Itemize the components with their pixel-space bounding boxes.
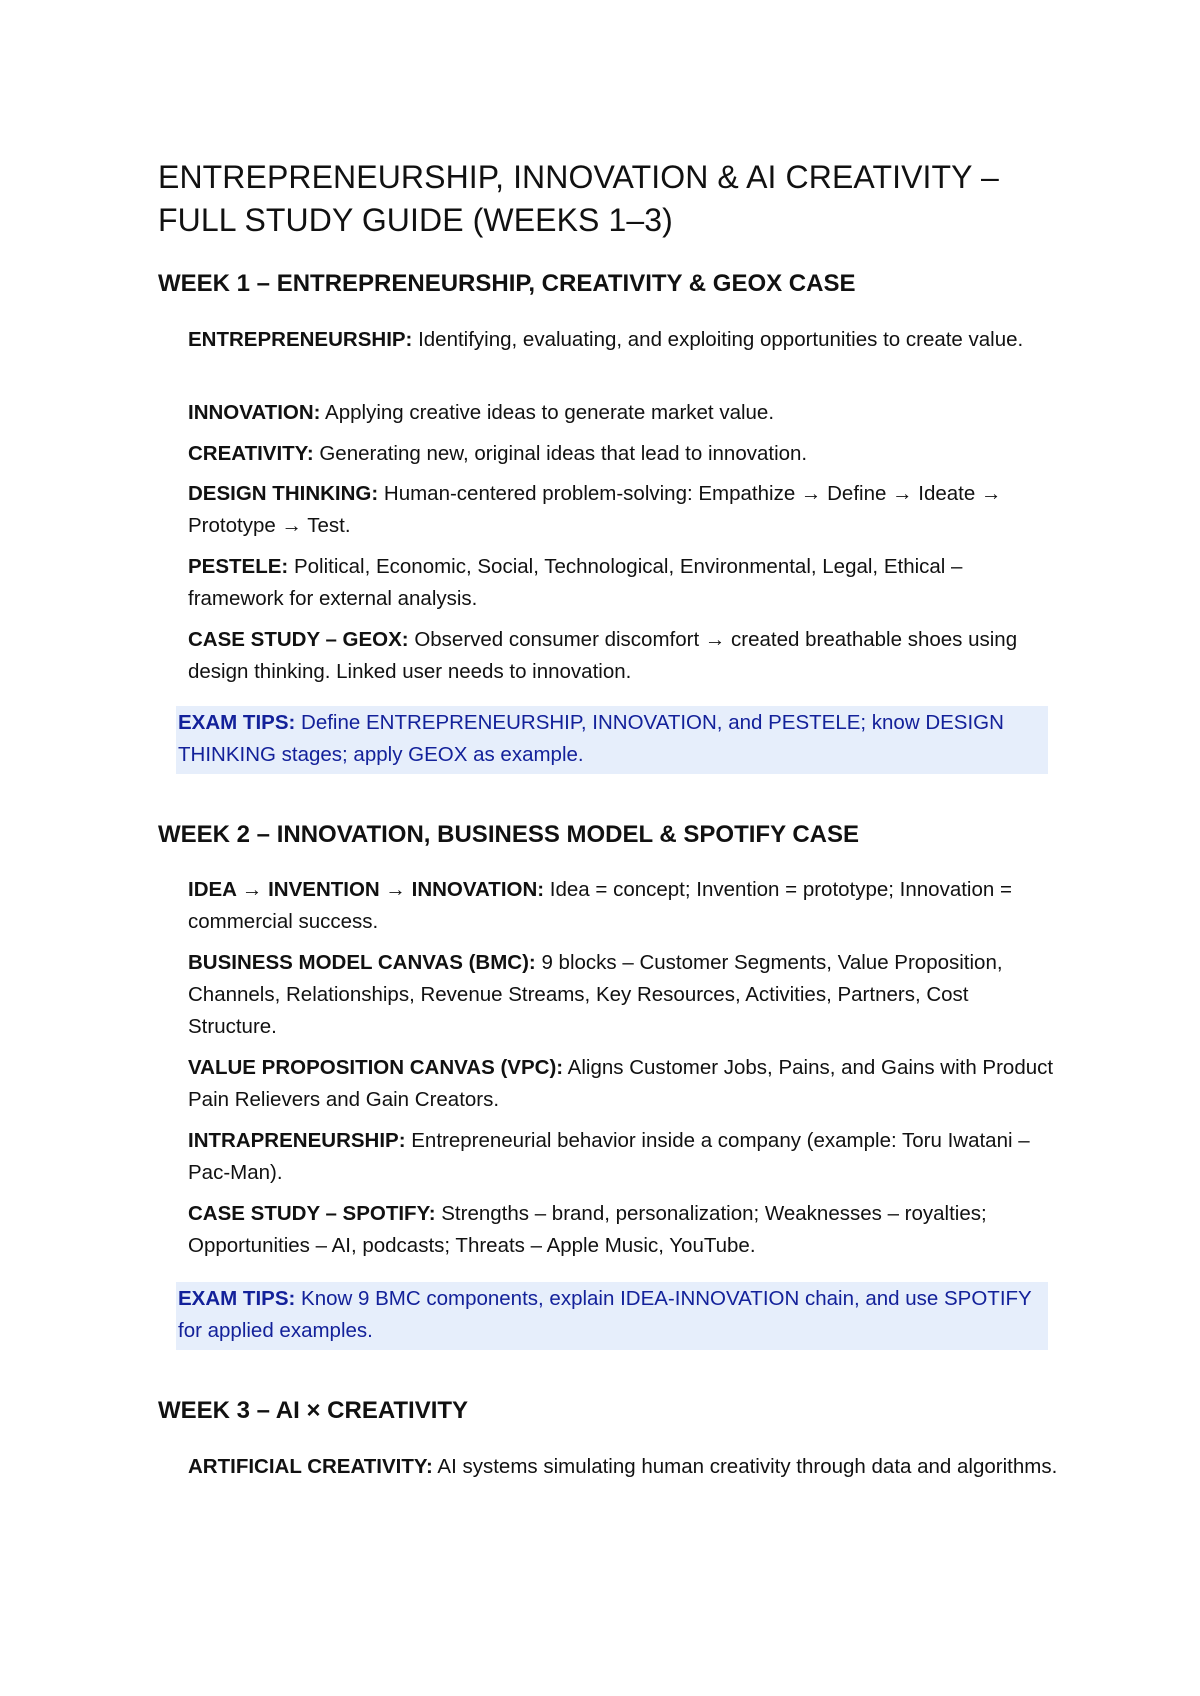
- definition-text: Aligns Customer Jobs, Pains, and Gains with Product Pain Relievers and Gain Creators.: [188, 1056, 1054, 1111]
- definition-term: CASE STUDY – SPOTIFY:: [188, 1202, 436, 1225]
- exam-tips-week-1: [176, 706, 1048, 774]
- definition-text: Idea = concept; Invention = prototype; Innovation = commercial success.: [188, 878, 1012, 933]
- definition-term: BUSINESS MODEL CANVAS (BMC):: [188, 951, 536, 974]
- definition-idea-invention-innovation: [188, 874, 1058, 938]
- case-study-spotify: [188, 1198, 1058, 1262]
- exam-tips-label: EXAM TIPS:: [178, 1287, 296, 1310]
- exam-tips-label: EXAM TIPS:: [178, 711, 296, 734]
- definition-term: CREATIVITY:: [188, 442, 314, 465]
- definition-term: INTRAPRENEURSHIP:: [188, 1129, 406, 1152]
- case-study-geox: [188, 624, 1058, 688]
- definition-pestele: [188, 551, 1058, 615]
- definition-innovation: [188, 397, 1058, 429]
- definition-term: VALUE PROPOSITION CANVAS (VPC):: [188, 1056, 564, 1079]
- definition-text: AI systems simulating human creativity through data and algorithms.: [432, 1455, 1058, 1478]
- definition-term: DESIGN THINKING:: [188, 482, 379, 505]
- definition-text: Applying creative ideas to generate market value.: [320, 401, 775, 424]
- definition-text: Generating new, original ideas that lead to innovation.: [313, 442, 808, 465]
- definition-term: CASE STUDY – GEOX:: [188, 628, 409, 651]
- definition-text: 9 blocks – Customer Segments, Value Proposition, Channels, Relationships, Revenue Streams, Key Resources, Activities, Partners, Cost Structure.: [188, 951, 1003, 1038]
- definition-text: Entrepreneurial behavior inside a company (example: Toru Iwatani – Pac-Man).: [188, 1129, 1030, 1184]
- definition-text: Political, Economic, Social, Technological, Environmental, Legal, Ethical – framework for external analysis.: [188, 555, 963, 610]
- definition-text: Human-centered problem-solving: Empathize → Define → Ideate → Prototype → Test.: [188, 482, 1002, 537]
- definition-term: IDEA → INVENTION → INNOVATION:: [188, 878, 545, 901]
- exam-tips-text: Know 9 BMC components, explain IDEA-INNOVATION chain, and use SPOTIFY for applied examples.: [178, 1287, 1032, 1342]
- definition-intrapreneurship: [188, 1125, 1058, 1189]
- document-title: ENTREPRENEURSHIP, INNOVATION & AI CREATIVITY – FULL STUDY GUIDE (WEEKS 1–3): [158, 159, 999, 238]
- definition-text: Observed consumer discomfort → created breathable shoes using design thinking. Linked user needs to innovation.: [188, 628, 1018, 683]
- definition-term: ARTIFICIAL CREATIVITY:: [188, 1455, 433, 1478]
- definition-text: Identifying, evaluating, and exploiting opportunities to create value.: [412, 328, 1024, 351]
- week-1-heading: WEEK 1 – ENTREPRENEURSHIP, CREATIVITY & GEOX CASE: [158, 270, 856, 297]
- week-3-heading: WEEK 3 – AI × CREATIVITY: [158, 1397, 469, 1424]
- definition-term: INNOVATION:: [188, 401, 321, 424]
- definition-text: Strengths – brand, personalization; Weaknesses – royalties; Opportunities – AI, podcasts; Threats – Apple Music, YouTube.: [188, 1202, 987, 1257]
- definition-term: PESTELE:: [188, 555, 289, 578]
- definition-term: ENTREPRENEURSHIP:: [188, 328, 413, 351]
- definition-design-thinking: [188, 478, 1058, 542]
- definition-value-proposition-canvas: [188, 1052, 1058, 1116]
- exam-tips-text: Define ENTREPRENEURSHIP, INNOVATION, and PESTELE; know DESIGN THINKING stages; apply GEOX as example.: [178, 711, 1004, 766]
- definition-business-model-canvas: [188, 947, 1058, 1043]
- week-2-heading: WEEK 2 – INNOVATION, BUSINESS MODEL & SPOTIFY CASE: [158, 821, 859, 848]
- definition-creativity: [188, 438, 1058, 470]
- exam-tips-week-2: [176, 1282, 1048, 1350]
- definition-entrepreneurship: [188, 324, 1058, 356]
- definition-artificial-creativity: [188, 1451, 1058, 1483]
